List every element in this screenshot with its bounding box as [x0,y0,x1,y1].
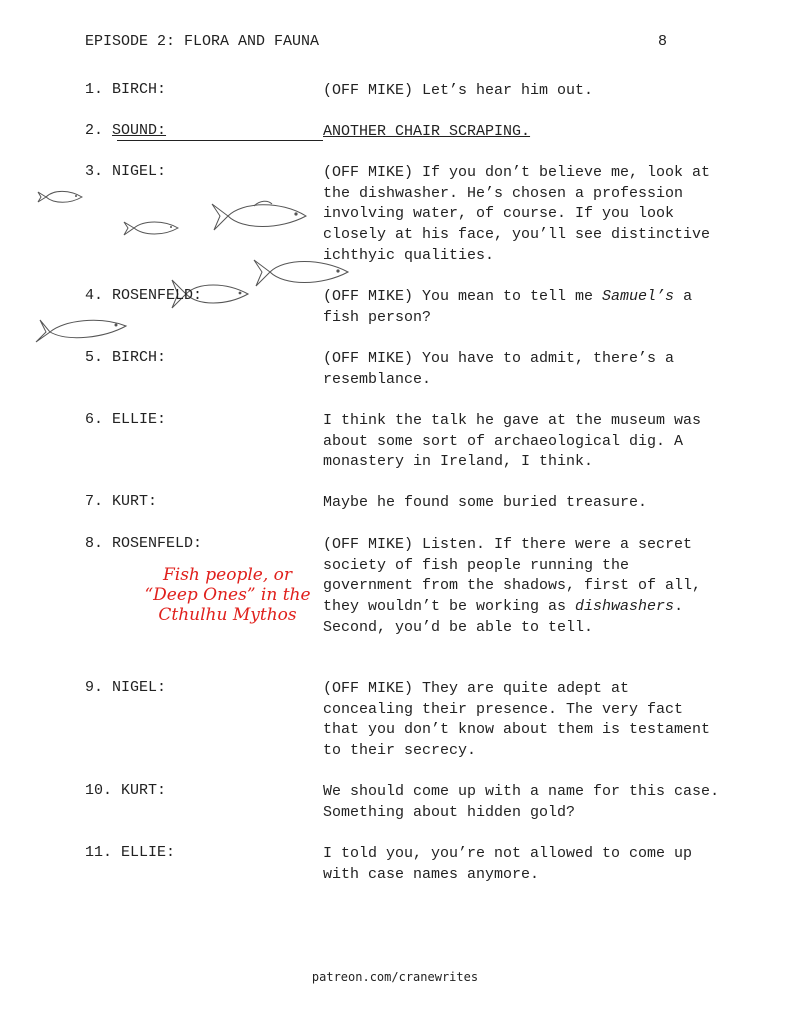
speaker-label: 4. ROSENFELD: [85,287,203,304]
dialogue-text: (OFF MIKE) They are quite adept at concealing their presence. The very fact that you don’t know about them is testament to their secrecy. [323,680,711,760]
speaker-label: 2. SOUND: [85,122,167,139]
speaker-label: 6. ELLIE: [85,411,167,428]
fish-doodle-icon [122,216,180,240]
dialogue-text: (OFF MIKE) You have to admit, there’s a resemblance. [323,350,675,388]
dialogue-text: I think the talk he gave at the museum was about some sort of archaeological dig. A monastery in Ireland, I think. [323,412,702,471]
speaker-label: 8. ROSENFELD: [85,535,203,552]
speaker-label: 9. NIGEL: [85,679,167,696]
dialogue-text: We should come up with a name for this case. Something about hidden gold? [323,783,720,821]
episode-title: EPISODE 2: FLORA AND FAUNA [85,33,320,50]
dialogue-text: Maybe he found some buried treasure. [323,494,648,511]
dialogue-segment: . Second, you’d be able to tell. [323,598,684,636]
fish-doodle-icon [34,312,128,348]
dialogue-text [323,535,723,639]
dialogue-text: I told you, you’re not allowed to come up with case names anymore. [323,845,693,883]
speaker-label: 11. ELLIE: [85,844,176,861]
speaker-label: 3. NIGEL: [85,163,167,180]
footer-link[interactable]: patreon.com/cranewrites [311,970,479,984]
emphasis-text: dishwashers [575,598,675,616]
sound-cue: SOUND: [112,122,167,139]
speaker-label: 7. KURT: [85,493,158,510]
speaker-label: 5. BIRCH: [85,349,167,366]
fish-doodle-icon [210,198,308,234]
emphasis-text: Samuel’s [602,288,675,305]
dialogue-text [323,287,723,328]
speaker-label: 10. KURT: [85,782,167,799]
speaker-label: 1. BIRCH: [85,81,167,98]
fish-doodle-icon [36,186,84,208]
handwritten-annotation [140,565,315,625]
dialogue-segment: (OFF MIKE) You mean to tell me [323,288,603,305]
underline-rule [117,140,323,141]
dialogue-text: (OFF MIKE) If you don’t believe me, look at the dishwasher. He’s chosen a profession involving water, of course. If you look closely at his face, you’ll see distinctive ichthyic qualities. [323,164,711,264]
dialogue-text: (OFF MIKE) Let’s hear him out. [323,82,594,99]
sound-effect-text: ANOTHER CHAIR SCRAPING. [323,123,531,140]
annotation-line: Fish people, or [162,565,293,585]
dialogue-segment: (OFF MIKE) Listen. If there were a secret society of fish people running the government from the shadows, first of all, they wouldn’t be working as [323,536,702,616]
dialogue-segment: a fish person? [323,288,693,326]
annotation-line: “Deep Ones” in the [144,585,311,605]
annotation-line: Cthulhu Mythos [158,605,297,625]
page-number: 8 [658,33,668,50]
